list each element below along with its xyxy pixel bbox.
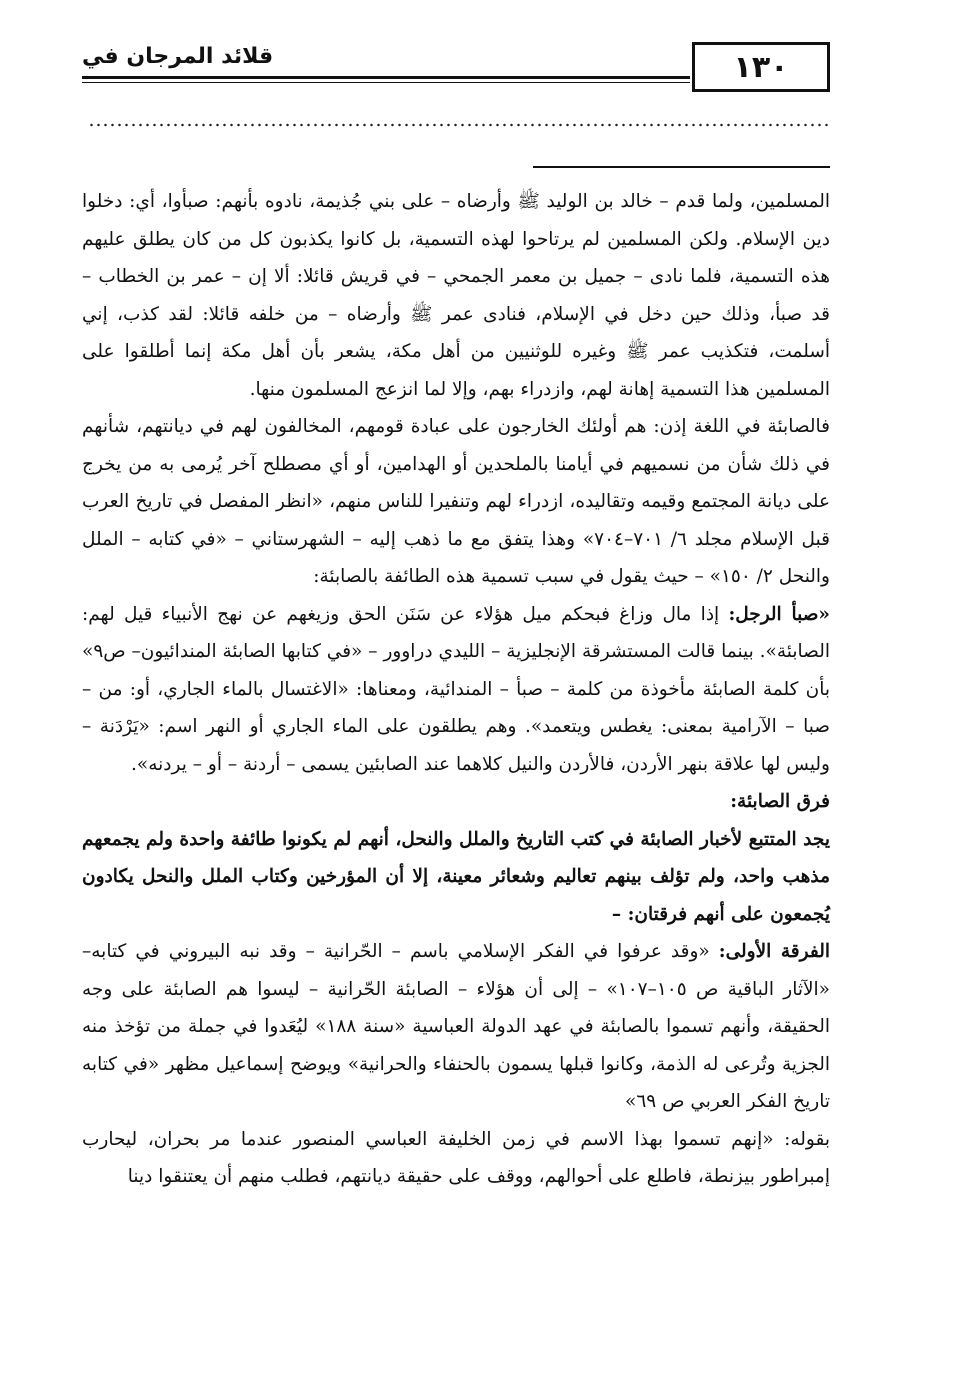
header-rule-thick: [82, 76, 690, 79]
paragraph-text: إذا مال وزاغ فبحكم ميل هؤلاء عن سَنَن الحق وزيغهم عن نهج الأنبياء قيل لهم: الصابئة». بينما قالت المستشرقة الإنجليزية – الليدي دراوور – «في كتابها الصابئة المندائيون– ص٩» بأن كلمة الصابئة مأخوذة من كلمة – صبأ – المندائية، ومعناها: «الاغتسال بالماء الجاري، أو: من – صبا – الآرامية بمعنى: يغطس ويتعمد». وهم يطلقون على الماء الجاري أو النهر اسم: «يَرْدَنة – وليس لها علاقة بنهر الأردن، فالأردن والنيل كلاهما عند الصابئين يسمى – أردنة – أو – يردنه».: [82, 603, 830, 775]
page-number: ١٣٠: [692, 42, 830, 92]
term-label: «صبأ الرجل:: [728, 603, 830, 625]
header-rule-thin: [82, 82, 690, 83]
book-title: قلائد المرجان في: [82, 44, 274, 69]
paragraph: فالصابئة في اللغة إذن: هم أولئك الخارجون على عبادة قومهم، المخالفون لهم في ديانتهم، شأنهم في ذلك شأن من نسميهم في أيامنا بالملحدين أو الهدامين، أو أي مصطلح آخر يُرمى به من يخرج على ديانة المجتمع وقيمه وتقاليده، ازدراء لهم وتنفيرا للناس منهم، «انظر المفصل في تاريخ العرب قبل الإسلام مجلد ٦/ ٧٠١–٧٠٤» وهذا يتفق مع ما ذهب إليه – الشهرستاني – «في كتابه – الملل والنحل ٢/ ١٥٠» – حيث يقول في سبب تسمية هذه الطائفة بالصابئة:: [82, 416, 830, 587]
term-label: الفرقة الأولى:: [718, 941, 830, 962]
paragraph: [82, 596, 830, 784]
body-text: [82, 183, 830, 1196]
paragraph: [82, 933, 830, 1121]
paragraph: بقوله: «إنهم تسموا بهذا الاسم في زمن الخليفة العباسي المنصور عندما مر بحران، ليحارب إمبراطور بيزنطة، فاطلع على أحوالهم، ووقف على حقيقة ديانتهم، فطلب منهم أن يعتنقوا دينا: [82, 1128, 830, 1187]
paragraph: المسلمين، ولما قدم – خالد بن الوليد ﷺ وأرضاه – على بني جُذيمة، نادوه بأنهم: صبأوا، أي: دخلوا دين الإسلام. ولكن المسلمين لم يرتاحوا لهذه التسمية، بل كانوا يكذبون كل من كان يطلق عليهم هذه التسمية، فلما نادى – جميل بن معمر الجمحي – في قريش قائلا: ألا إن – عمر بن الخطاب – قد صبأ، وذلك حين دخل في الإسلام، فنادى عمر ﷺ وأرضاه – من خلفه قائلا: لقد كذب، إني أسلمت، فتكذيب عمر ﷺ وغيره للوثنيين من أهل مكة، يشعر بأن أهل مكة إنما أطلقوا على المسلمين هذا التسمية إهانة لهم، وازدراء بهم، وإلا لما انزعج المسلمون منها.: [82, 191, 830, 400]
section-heading: فرق الصابئة:: [730, 791, 830, 812]
footnote-rule: [533, 166, 830, 168]
dotted-separator: [88, 122, 830, 128]
paragraph-text: «وقد عرفوا في الفكر الإسلامي باسم – الحّرانية – وقد نبه البيروني في كتابه– «الآثار الباقية ص ١٠٥–١٠٧» – إلى أن هؤلاء – الصابئة الحّرانية – ليسوا هم الصابئة على وجه الحقيقة، وأنهم تسموا بالصابئة في عهد الدولة العباسية «سنة ١٨٨» ليُعَدوا في جملة من تؤخذ منه الجزية وتُرعى له الذمة، وكانوا قبلها يسمون بالحنفاء والحرانية» ويوضح إسماعيل مظهر «في كتابه تاريخ الفكر العربي ص ٦٩»: [82, 941, 831, 1112]
page-header: [82, 40, 830, 98]
paragraph-bold: يجد المتتبع لأخبار الصابئة في كتب التاريخ والملل والنحل، أنهم لم يكونوا طائفة واحدة ولم يجمعهم مذهب واحد، ولم تؤلف بينهم تعاليم وشعائر معينة، إلا أن المؤرخين وكتاب الملل والنحل يكادون يُجمعون على أنهم فرقتان: –: [82, 828, 830, 925]
